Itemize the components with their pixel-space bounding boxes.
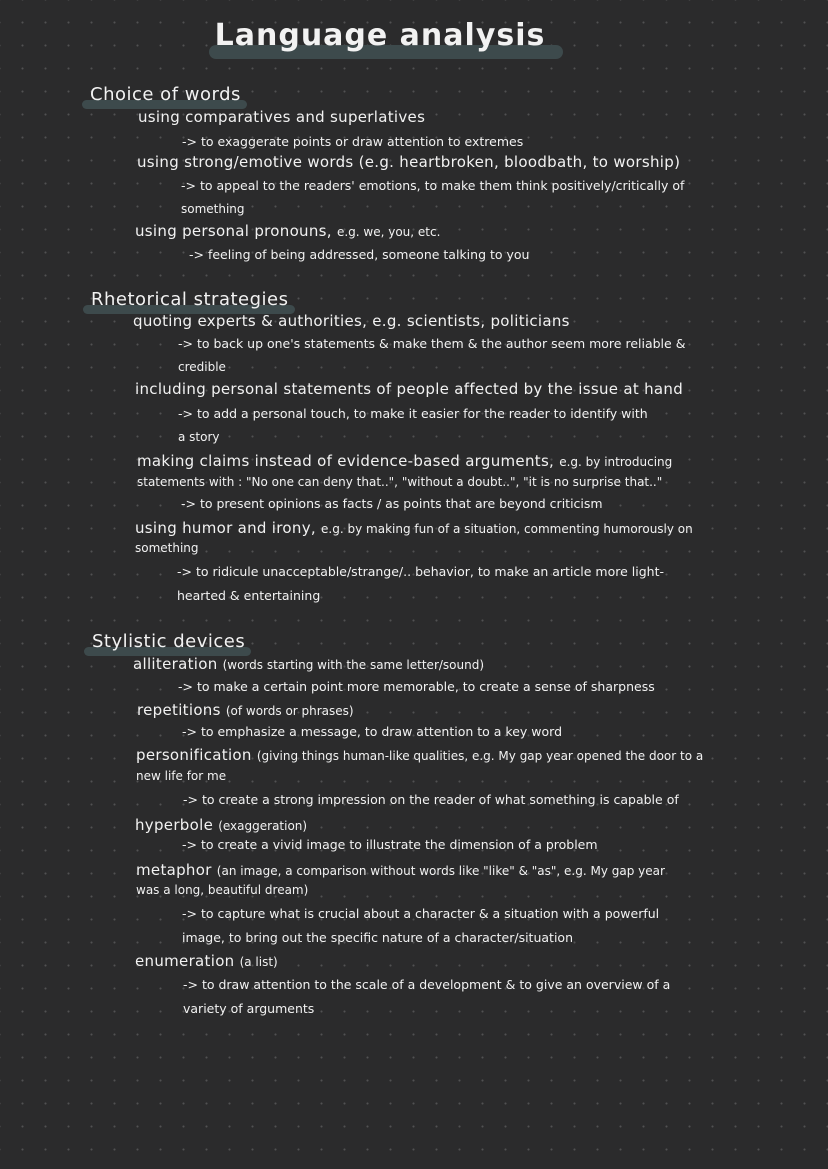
explanation-line: -> to make a certain point more memorable, to create a sense of sharpness	[178, 679, 655, 694]
term-alliteration: alliteration (words starting with the same letter/sound)	[133, 655, 485, 673]
explanation-line: image, to bring out the specific nature of a character/situation	[182, 930, 573, 945]
explanation-line: -> to emphasize a message, to draw attention to a key word	[182, 724, 563, 739]
term-metaphor: metaphor (an image, a comparison without words like "like" & "as", e.g. My gap year	[136, 861, 665, 879]
term-emotive-words: using strong/emotive words (e.g. heartbroken, bloodbath, to worship)	[137, 153, 681, 171]
explanation-line: -> to ridicule unacceptable/strange/.. behavior, to make an article more light-	[177, 564, 664, 579]
explanation-line: -> to add a personal touch, to make it easier for the reader to identify with	[178, 406, 648, 421]
term-personal-statements: including personal statements of people affected by the issue at hand	[135, 380, 684, 398]
page-title	[0, 18, 760, 53]
term-enumeration: enumeration (a list)	[135, 952, 278, 970]
explanation-line: something	[181, 202, 245, 216]
term-quoting-experts: quoting experts & authorities, e.g. scientists, politicians	[133, 312, 570, 330]
term-repetitions: repetitions (of words or phrases)	[137, 701, 354, 719]
term-personal-pronouns: using personal pronouns, e.g. we, you, etc.	[135, 222, 441, 240]
explanation-line: -> to appeal to the readers' emotions, to make them think positively/critically of	[181, 178, 685, 193]
explanation-line: -> to create a strong impression on the reader of what something is capable of	[183, 792, 679, 807]
explanation-line: a story	[178, 430, 220, 444]
explanation-line: -> to back up one's statements & make them & the author seem more reliable &	[178, 336, 686, 351]
term-continuation: statements with : "No one can deny that..", "without a doubt..", "it is no surprise that.."	[137, 475, 663, 489]
term-hyperbole: hyperbole (exaggeration)	[135, 816, 308, 834]
page-title-text: Language analysis	[211, 18, 550, 53]
explanation-line: -> to present opinions as facts / as points that are beyond criticism	[181, 496, 603, 511]
term-continuation: new life for me	[136, 769, 227, 783]
section-heading: Rhetorical strategies	[91, 289, 289, 310]
explanation-line: variety of arguments	[183, 1001, 315, 1016]
term-continuation: was a long, beautiful dream)	[136, 883, 309, 897]
explanation-line: credible	[178, 360, 226, 374]
explanation-line: -> feeling of being addressed, someone talking to you	[189, 247, 530, 262]
section-heading: Stylistic devices	[92, 631, 246, 652]
term-personification: personification (giving things human-like qualities, e.g. My gap year opened the door to a	[136, 746, 704, 764]
term-continuation: something	[135, 541, 199, 555]
section-heading: Choice of words	[90, 84, 241, 105]
explanation-line: -> to capture what is crucial about a character & a situation with a powerful	[182, 906, 660, 921]
term-making-claims: making claims instead of evidence-based arguments, e.g. by introducing	[137, 452, 673, 470]
explanation-line: -> to exaggerate points or draw attention to extremes	[182, 134, 524, 149]
explanation-line: -> to create a vivid image to illustrate the dimension of a problem	[182, 837, 598, 852]
explanation-line: hearted & entertaining	[177, 588, 321, 603]
term-humor-irony: using humor and irony, e.g. by making fun of a situation, commenting humorously on	[135, 519, 693, 537]
term-comparatives: using comparatives and superlatives	[138, 108, 426, 126]
explanation-line: -> to draw attention to the scale of a development & to give an overview of a	[183, 977, 671, 992]
